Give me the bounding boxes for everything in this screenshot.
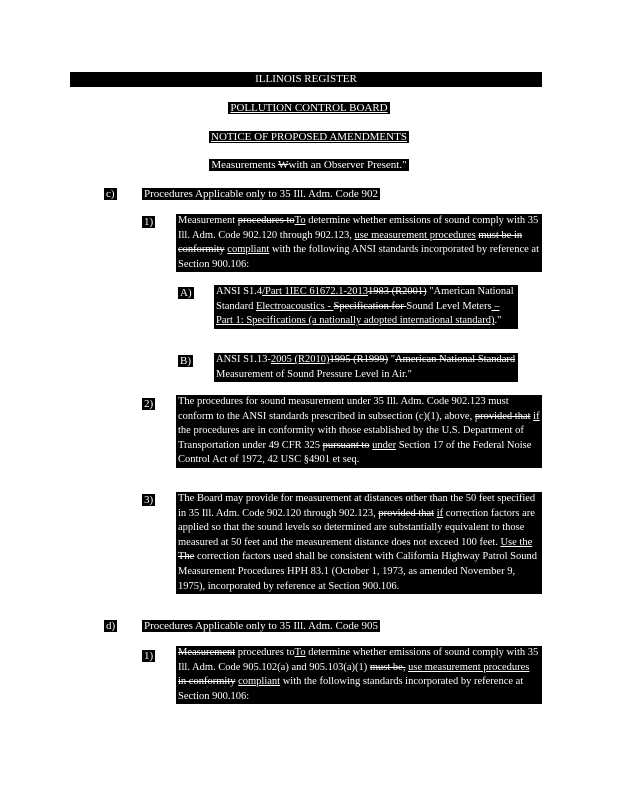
c1-text-3: with the following ANSI standards incorporated by reference at Section 900.106:	[178, 244, 539, 270]
notice-heading	[0, 130, 618, 144]
d1-deleted-2: must be,	[369, 661, 406, 673]
c1a-label	[178, 286, 194, 300]
section-c-label	[104, 187, 117, 201]
section-d-label	[104, 619, 117, 633]
notice-title: NOTICE OF PROPOSED AMENDMENTS	[211, 131, 407, 143]
c3-inserted-1: if	[436, 507, 444, 519]
c2-text-2: the procedures are in conformity with those established by the U.S. Department of Transportation under 49 CFR 325	[178, 425, 524, 451]
d1-text-3: determine whether emissions of sound comply with 35 Ill. Adm. Code 905.102(a) and 905.103(a)(1)	[178, 647, 539, 673]
c1a-inserted-2: Electroacoustics -	[255, 300, 334, 312]
c1a-inserted-1: /Part 1IEC 61672.1-2013	[262, 286, 368, 297]
c2-inserted-2: under	[372, 439, 397, 451]
subtitle	[209, 159, 408, 171]
d1-text-2: procedures to	[235, 647, 295, 658]
d1-inserted-3: compliant	[238, 676, 281, 688]
c2-label	[142, 397, 155, 411]
c1a-label-text: A)	[180, 287, 192, 299]
c1-text-2: determine whether emissions of sound comply with 35 Ill. Adm. Code 902.120 through 902.123,	[178, 215, 539, 241]
c3-deleted-1: provided that	[378, 507, 435, 519]
c2-label-text: 2)	[144, 398, 154, 410]
subtitle-deleted: W	[278, 159, 289, 171]
d1-deleted-3: in conformity	[178, 676, 236, 688]
c3-deleted-2: The	[178, 551, 195, 563]
board-heading	[0, 101, 618, 115]
c1a-inserted-3: – Part 1: Specifications (a nationally adopted international standard)	[216, 300, 500, 327]
subtitle-text-b: with an Observer Present."	[288, 159, 407, 171]
d1-inserted-1: To	[294, 647, 306, 658]
c1b-inserted-1: 2005 (R2010)	[270, 354, 330, 365]
c1b-label	[178, 354, 193, 368]
c1a-text-1: ANSI S1.4	[216, 286, 263, 297]
c2-deleted-1: provided that	[474, 410, 531, 422]
c2-paragraph	[176, 395, 542, 468]
section-d-heading	[142, 619, 380, 633]
c1-inserted-2: use measurement procedures	[354, 229, 476, 241]
section-d-label-text: d)	[106, 620, 116, 632]
register-banner	[70, 72, 542, 87]
c1a-deleted-1: 1983 (R2001)	[367, 286, 427, 297]
c2-inserted-1: if	[533, 410, 540, 422]
register-title: ILLINOIS REGISTER	[255, 73, 357, 85]
c1-deleted-2: must be in conformity	[178, 229, 523, 256]
c1-inserted-1: To	[294, 215, 306, 226]
c1a-text-2: "American National Standard	[216, 286, 514, 312]
c3-text-3: correction factors used shall be consistent with California Highway Patrol Sound Measurement Procedures HPH 83.1 (October 1, 1973, as amended November 9, 1975), incorporated by reference at Section 900.106.	[178, 551, 537, 592]
c3-inserted-2: Use the	[500, 536, 533, 548]
c1a-deleted-2: Specification for	[333, 300, 407, 312]
section-c-heading	[142, 187, 380, 201]
c2-text-1: The procedures for sound measurement under 35 Ill. Adm. Code 902.123 must conform to the ANSI standards prescribed in subsection (c)(1), above,	[178, 396, 509, 422]
d1-label-text: 1)	[144, 650, 154, 662]
c3-label	[142, 493, 155, 507]
c1b-text-2: "	[388, 354, 396, 365]
c1b-text-1: ANSI S1.13-	[216, 354, 271, 365]
c1-inserted-3: compliant	[227, 244, 270, 256]
c2-deleted-2: pursuant to	[322, 439, 370, 451]
c1b-deleted-1: 1995 (R1999)	[329, 354, 389, 365]
section-c-label-text: c)	[106, 188, 115, 200]
c3-text-2: correction factors are applied so that the sound levels so determined are substantially equivalent to those measured at 50 feet and the measurement distance does not exceed 100 feet.	[178, 507, 535, 548]
d1-paragraph	[176, 646, 542, 704]
c1b-label-text: B)	[180, 355, 191, 367]
d1-inserted-2: use measurement procedures	[408, 661, 530, 673]
d1-text-4: with the following standards incorporated by reference at Section 900.106:	[178, 676, 524, 702]
c1-paragraph	[176, 214, 542, 272]
subtitle-text-a: Measurements	[211, 159, 279, 171]
board-title: POLLUTION CONTROL BOARD	[230, 102, 388, 114]
c2-text-3: Section 17 of the Federal Noise Control Act of 1972, 42 USC §4901 et seq.	[178, 439, 532, 466]
d1-label	[142, 649, 155, 663]
c1a-text-4: ."	[494, 315, 502, 327]
subtitle-heading	[0, 158, 618, 172]
c1-label	[142, 215, 155, 229]
c1a-text-3: Sound Level Meters	[406, 300, 492, 312]
c1-text-1: Measurement	[178, 215, 238, 226]
c3-label-text: 3)	[144, 494, 154, 506]
c3-text-1: The Board may provide for measurement at distances other than the 50 feet specified in 35 Ill. Adm. Code 902.120 through 902.123,	[178, 493, 536, 519]
c1b-text-3: Measurement of Sound Pressure Level in Air."	[216, 368, 412, 380]
c1-label-text: 1)	[144, 216, 154, 228]
c1b-deleted-2: American National Standard	[395, 354, 516, 365]
c1a-paragraph	[214, 285, 518, 329]
d1-deleted-1: Measurement	[178, 647, 236, 658]
section-d-heading-text: Procedures Applicable only to 35 Ill. Adm. Code 905	[144, 620, 379, 632]
c1-deleted-1: procedures to	[237, 215, 295, 226]
section-c-heading-text: Procedures Applicable only to 35 Ill. Adm. Code 902	[144, 188, 379, 200]
c1b-paragraph	[214, 353, 518, 382]
c3-paragraph	[176, 492, 542, 594]
